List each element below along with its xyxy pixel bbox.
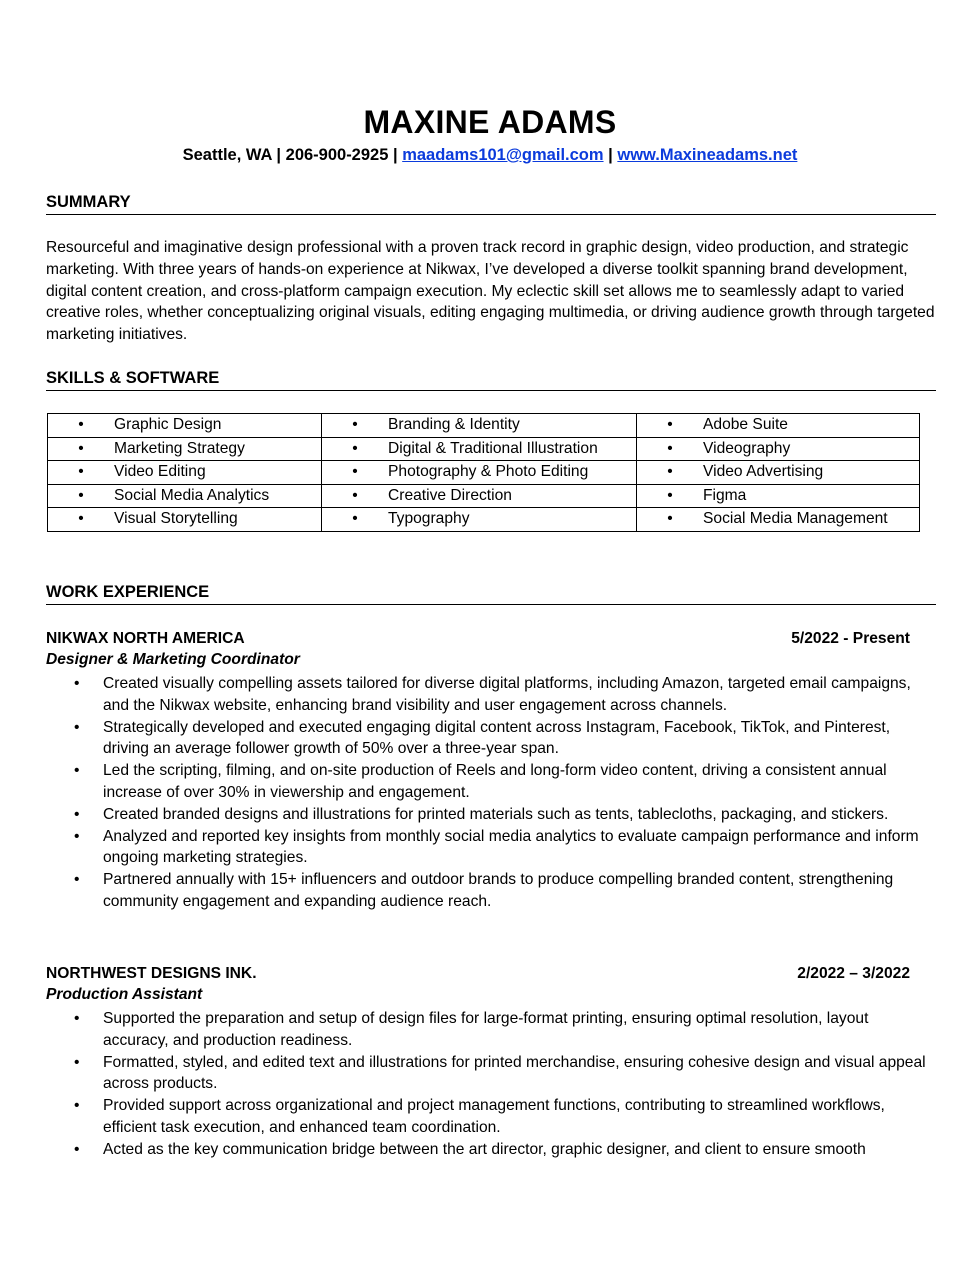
job-company: NIKWAX NORTH AMERICA (46, 630, 245, 647)
skill-label: Visual Storytelling (114, 510, 238, 528)
skill-label: Social Media Management (703, 510, 888, 528)
bullet-icon: • (74, 1010, 80, 1027)
skill-cell (637, 508, 920, 532)
bullet-icon: • (78, 439, 84, 457)
skill-label: Digital & Traditional Illustration (388, 439, 598, 457)
skill-label: Video Advertising (703, 463, 824, 481)
list-item (46, 1008, 936, 1052)
skill-cell (48, 414, 322, 438)
bullet-text: Created visually compelling assets tailored for diverse digital platforms, including Amazon, targeted email campaigns, and the Nikwax website, enhancing brand visibility and user engagement across channels. (103, 675, 911, 714)
bullet-text: Acted as the key communication bridge between the art director, graphic designer, and client to ensure smooth (103, 1140, 866, 1158)
skill-cell (637, 414, 920, 438)
skill-cell (637, 437, 920, 461)
bullet-icon: • (667, 439, 673, 457)
bullet-text: Led the scripting, filming, and on-site production of Reels and long-form video content, driving a consistent annual increase of over 30% in viewership and engagement. (103, 762, 887, 801)
bullet-text: Formatted, styled, and edited text and illustrations for printed merchandise, ensuring cohesive design and visual appeal across products. (103, 1053, 926, 1093)
list-item (46, 1095, 936, 1139)
bullet-icon: • (352, 510, 358, 528)
bullet-icon: • (74, 718, 80, 736)
list-item (46, 1052, 936, 1096)
job-dates: 2/2022 – 3/2022 (797, 965, 910, 982)
skills-row (48, 414, 920, 438)
skills-row (48, 484, 920, 508)
list-item (46, 804, 936, 826)
bullet-icon: • (667, 510, 673, 528)
skills-heading: SKILLS & SOFTWARE (46, 369, 936, 391)
bullet-icon: • (74, 1140, 80, 1158)
location-phone: Seattle, WA | 206-900-2925 | (182, 146, 398, 164)
skill-cell (637, 484, 920, 508)
list-item (46, 673, 936, 717)
bullet-icon: • (78, 510, 84, 528)
bullet-text: Created branded designs and illustrations for printed materials such as tents, tablecloths, packaging, and stickers. (103, 805, 889, 823)
skill-label: Typography (388, 510, 470, 528)
bullet-icon: • (74, 805, 80, 823)
list-item (46, 869, 936, 913)
bullet-icon: • (667, 486, 673, 504)
bullet-text: Partnered annually with 15+ influencers and outdoor brands to produce compelling branded content, strengthening community engagement and expanding audience reach. (103, 871, 894, 910)
job-role: Production Assistant (46, 986, 203, 1003)
summary-heading: SUMMARY (46, 193, 936, 215)
website-link[interactable]: www.Maxineadams.net (617, 146, 798, 164)
skill-label: Photography & Photo Editing (388, 463, 589, 481)
skill-label: Graphic Design (114, 416, 222, 434)
job-dates: 5/2022 - Present (791, 630, 910, 647)
candidate-name: MAXINE ADAMS (363, 104, 617, 140)
skill-cell (637, 461, 920, 485)
bullet-icon: • (352, 463, 358, 481)
skill-label: Marketing Strategy (114, 439, 245, 457)
bullet-text: Analyzed and reported key insights from monthly social media analytics to evaluate campaign performance and inform ongoing marketing strategies. (103, 827, 919, 867)
bullet-text: Provided support across organizational and project management functions, contributing to streamlined workflows, efficient task execution, and enhanced team coordination. (103, 1097, 885, 1136)
bullet-icon: • (352, 439, 358, 457)
skill-cell (48, 484, 322, 508)
skills-row (48, 437, 920, 461)
skill-label: Social Media Analytics (114, 486, 270, 504)
skills-row (48, 508, 920, 532)
list-item (46, 826, 936, 870)
skill-label: Adobe Suite (703, 416, 788, 434)
bullet-icon: • (74, 1097, 80, 1115)
skills-table (47, 413, 920, 532)
skill-cell (322, 437, 637, 461)
skill-label: Video Editing (114, 463, 206, 481)
job-bullets (46, 673, 936, 913)
bullet-icon: • (78, 416, 84, 434)
experience-heading: WORK EXPERIENCE (46, 583, 936, 605)
job-bullets (46, 1008, 936, 1161)
skill-label: Branding & Identity (388, 416, 520, 434)
contact-line (0, 146, 980, 165)
skill-label: Videography (703, 439, 791, 457)
bullet-icon: • (74, 827, 80, 845)
skill-cell (48, 437, 322, 461)
bullet-icon: • (667, 416, 673, 434)
skill-cell (48, 508, 322, 532)
skill-cell (322, 484, 637, 508)
skill-cell (322, 508, 637, 532)
list-item (46, 717, 936, 761)
bullet-text: Supported the preparation and setup of design files for large-format printing, ensuring optimal resolution, layout accuracy, and production readiness. (103, 1010, 869, 1049)
bullet-icon: • (78, 486, 84, 504)
bullet-icon: • (74, 675, 80, 692)
contact-separator: | (608, 146, 613, 164)
list-item (46, 1139, 936, 1161)
bullet-icon: • (74, 871, 80, 889)
job-company: NORTHWEST DESIGNS INK. (46, 965, 257, 982)
summary-text: Resourceful and imaginative design professional with a proven track record in graphic design, video production, and strategic marketing. With three years of hands-on experience at Nikwax, I’ve developed a diverse toolkit spanning brand development, digital content creation, and cross-platform campaign execution. My eclectic skill set allows me to seamlessly adapt to varied creative roles, whether conceptualizing original visuals, editing engaging multimedia, or driving audience growth through targeted marketing initiatives. (46, 239, 935, 344)
email-link[interactable]: maadams101@gmail.com (402, 146, 604, 164)
bullet-icon: • (74, 762, 80, 780)
skill-label: Creative Direction (388, 486, 512, 504)
list-item (46, 760, 936, 804)
job-role: Designer & Marketing Coordinator (46, 651, 300, 668)
skill-cell (322, 414, 637, 438)
bullet-text: Strategically developed and executed engaging digital content across Instagram, Facebook, TikTok, and Pinterest, driving an average follower growth of 50% over a three-year span. (103, 718, 891, 758)
bullet-icon: • (667, 463, 673, 481)
skill-cell (322, 461, 637, 485)
skills-row (48, 461, 920, 485)
skill-cell (48, 461, 322, 485)
bullet-icon: • (352, 416, 358, 434)
skill-label: Figma (703, 486, 747, 504)
bullet-icon: • (78, 463, 84, 481)
bullet-icon: • (74, 1053, 80, 1071)
bullet-icon: • (352, 486, 358, 504)
